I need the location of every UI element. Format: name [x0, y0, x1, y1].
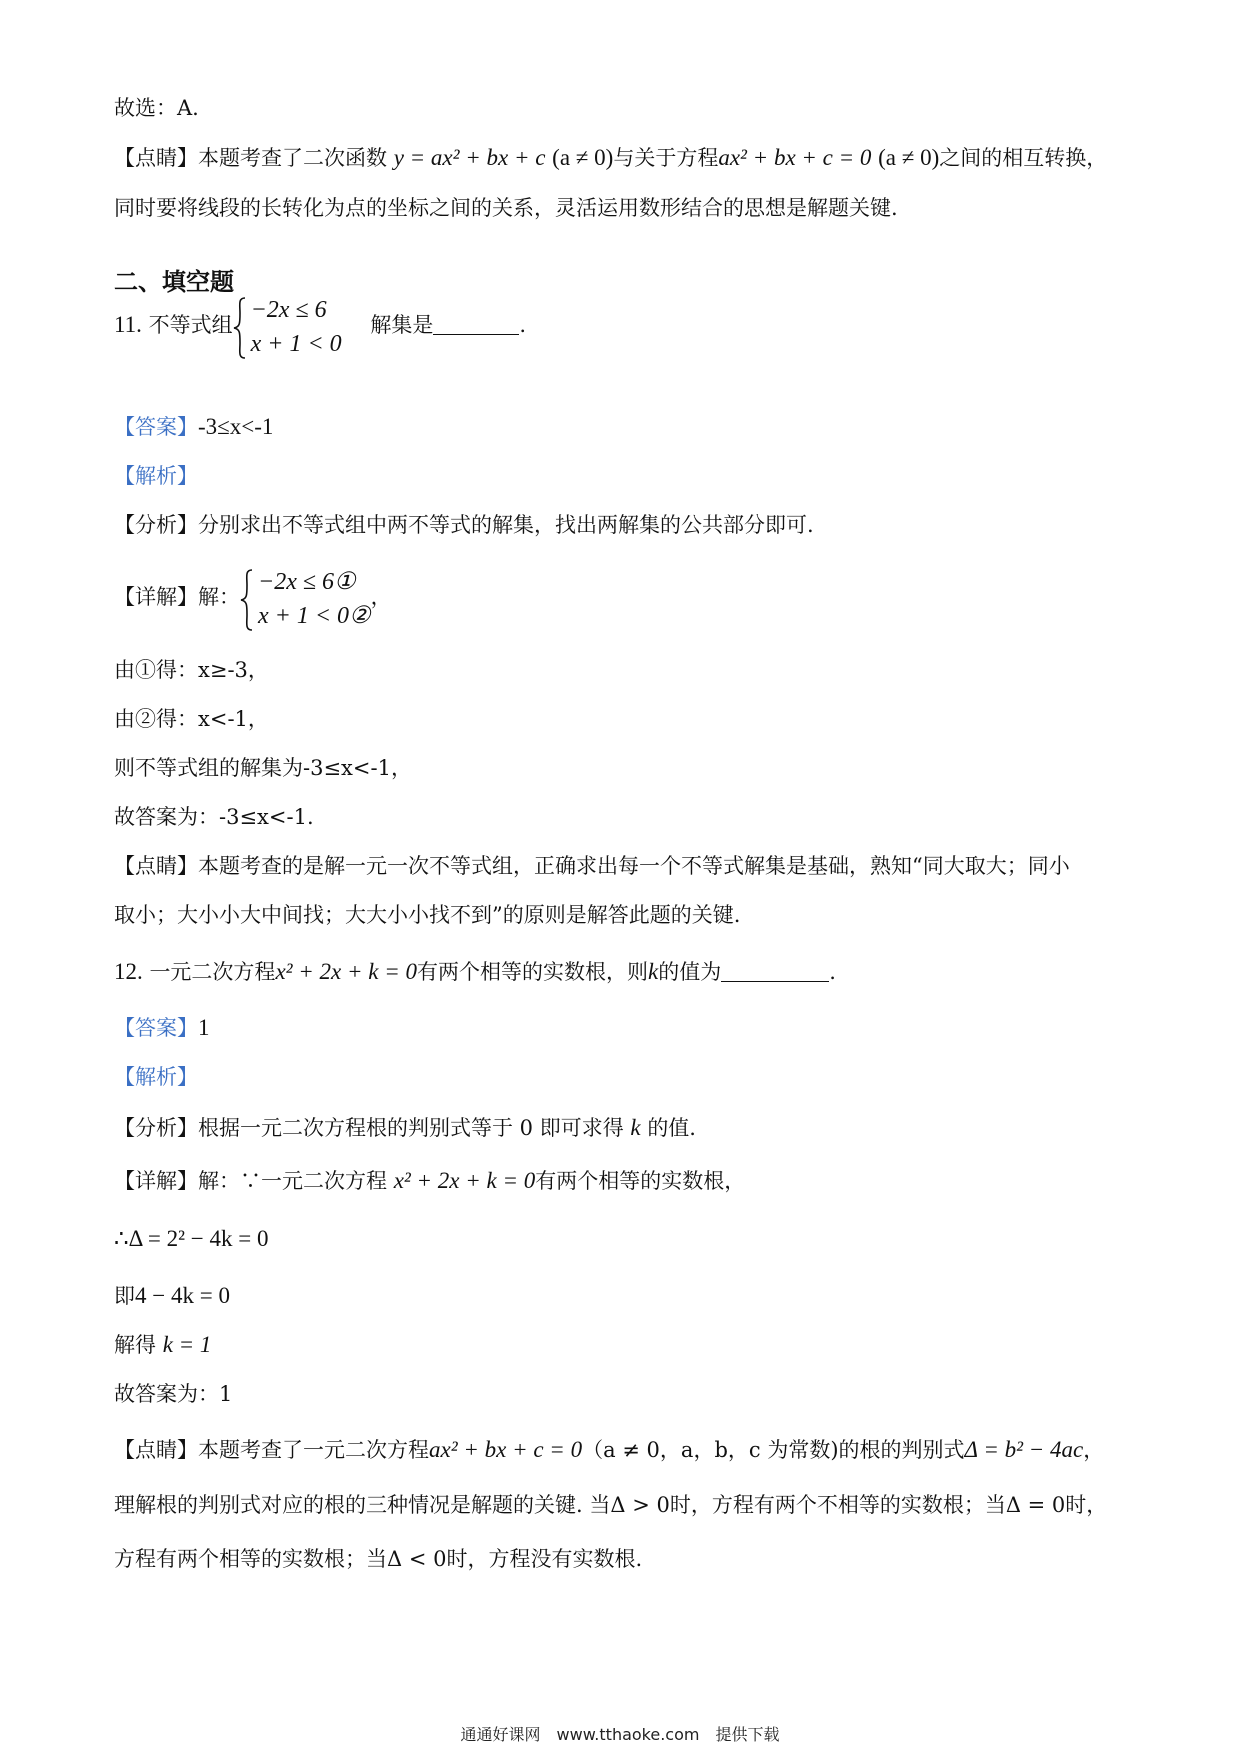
detail-text: 解：∵一元二次方程	[198, 1169, 387, 1193]
analysis-tag: 【分析】	[114, 513, 198, 537]
q11-step3: 则不等式组的解集为-3≤x<-1，	[114, 756, 412, 780]
tip-text: 本题考查了二次函数	[198, 146, 387, 170]
detail-tag: 【详解】	[114, 1169, 198, 1193]
q11-analysis	[114, 510, 814, 540]
q11-detail	[114, 562, 392, 633]
tip-text: （a ≠ 0，a，b，c 为常数)的根的判别式	[582, 1438, 965, 1462]
formula-condition: (a ≠ 0)	[552, 145, 614, 170]
inequality-1: −2x ≤ 6①	[258, 568, 356, 595]
q11-step2: 由②得：x<-1，	[114, 707, 269, 731]
formula-equation: x² + 2x + k = 0	[393, 1168, 536, 1193]
q11-tip-line1	[114, 851, 1070, 881]
step-text: 即	[114, 1284, 135, 1308]
formula-step: k = 1	[162, 1332, 212, 1357]
analysis-text: 的值.	[647, 1116, 696, 1140]
answer-tag: 【答案】	[114, 415, 198, 439]
question-number: 12.	[114, 959, 143, 984]
tip-text: 本题考查了一元二次方程	[198, 1438, 429, 1462]
question-stem-tail: 解集是	[370, 313, 434, 337]
answer-blank	[721, 959, 829, 982]
q12-detail	[114, 1166, 745, 1196]
formula-quadratic-function: y = ax² + bx + c	[393, 145, 546, 170]
inequality-1: −2x ≤ 6	[250, 296, 327, 323]
analysis-text: 分别求出不等式组中两不等式的解集，找出两解集的公共部分即可.	[198, 513, 814, 537]
period: .	[519, 313, 527, 337]
formula-equation: x² + 2x + k = 0	[275, 959, 418, 984]
answer-tag: 【答案】	[114, 1016, 198, 1040]
inequality-system	[233, 293, 342, 361]
question-stem: 一元二次方程	[149, 960, 276, 984]
page-footer: 通通好课网 www.tthaoke.com 提供下载	[460, 1725, 780, 1744]
tip-tag: 【点睛】	[114, 1438, 198, 1462]
q11-jiexi: 【解析】	[114, 464, 198, 488]
step-text: 解得	[114, 1333, 156, 1357]
question-stem: 不等式组	[148, 313, 233, 337]
tip-text: 本题考查的是解一元一次不等式组，正确求出每一个不等式解集是基础，熟知“同大取大；同小	[198, 854, 1070, 878]
question-11	[114, 290, 526, 361]
detail-tag: 【详解】	[114, 585, 198, 609]
detail-text: 解：	[198, 585, 240, 609]
tip-tag: 【点睛】	[114, 146, 198, 170]
detail-text: 有两个相等的实数根，	[535, 1169, 746, 1193]
formula-step: 4 − 4k = 0	[135, 1283, 230, 1308]
question-12	[114, 957, 836, 987]
answer-value: -3≤x<-1	[198, 414, 274, 439]
formula-equation: ax² + bx + c = 0	[429, 1437, 583, 1462]
q12-analysis	[114, 1113, 696, 1143]
comma: ，	[370, 585, 392, 609]
q12-tip-line2: 理解根的判别式对应的根的三种情况是解题的关键. 当Δ > 0时，方程有两个不相等的实数根；当Δ = 0时，	[114, 1493, 1108, 1517]
answer-value: 1	[198, 1015, 210, 1040]
section-title: 二、填空题	[114, 268, 234, 296]
brace-icon	[233, 297, 247, 359]
prev-tip-line1	[114, 143, 1107, 173]
formula-discriminant: Δ = b² − 4ac	[964, 1437, 1084, 1462]
prev-answer: 故选：A.	[114, 96, 199, 120]
question-number: 11.	[114, 312, 142, 337]
inequality-2: x + 1 < 0②	[258, 602, 371, 629]
tip-text: 与关于方程	[613, 146, 719, 170]
formula-equation: ax² + bx + c = 0	[718, 145, 872, 170]
q12-tip-line1	[114, 1435, 1104, 1465]
comma: ，	[1083, 1438, 1105, 1462]
q12-step3	[114, 1330, 211, 1360]
q12-tip-line3: 方程有两个相等的实数根；当Δ < 0时，方程没有实数根.	[114, 1547, 643, 1571]
variable-k: k	[648, 959, 659, 984]
answer-blank	[433, 312, 519, 335]
analysis-text: 根据一元二次方程根的判别式等于 0 即可求得	[198, 1116, 624, 1140]
q11-step1: 由①得：x≥-3，	[114, 658, 269, 682]
analysis-tag: 【分析】	[114, 1116, 198, 1140]
inequality-2: x + 1 < 0	[250, 330, 342, 357]
q12-jiexi: 【解析】	[114, 1065, 198, 1089]
tip-tag: 【点睛】	[114, 854, 198, 878]
formula-condition: (a ≠ 0)	[878, 145, 940, 170]
prev-tip-line2: 同时要将线段的长转化为点的坐标之间的关系，灵活运用数形结合的思想是解题关键.	[114, 196, 898, 220]
q11-answer	[114, 412, 273, 442]
q12-step-discriminant: ∴Δ = 2² − 4k = 0	[114, 1226, 269, 1251]
question-stem: 有两个相等的实数根，则	[417, 960, 649, 984]
question-stem: 的值为	[658, 960, 722, 984]
q11-tip-line2: 取小；大小小大中间找；大大小小找不到”的原则是解答此题的关键.	[114, 903, 741, 927]
q12-step4: 故答案为：1	[114, 1382, 233, 1406]
q11-step4: 故答案为：-3≤x<-1.	[114, 805, 314, 829]
tip-text: 之间的相互转换，	[939, 146, 1108, 170]
inequality-system-labeled	[240, 565, 371, 633]
variable-k: k	[630, 1115, 641, 1140]
period: .	[829, 960, 836, 984]
brace-icon	[240, 569, 254, 631]
q12-step2	[114, 1281, 230, 1311]
q12-answer	[114, 1013, 210, 1043]
